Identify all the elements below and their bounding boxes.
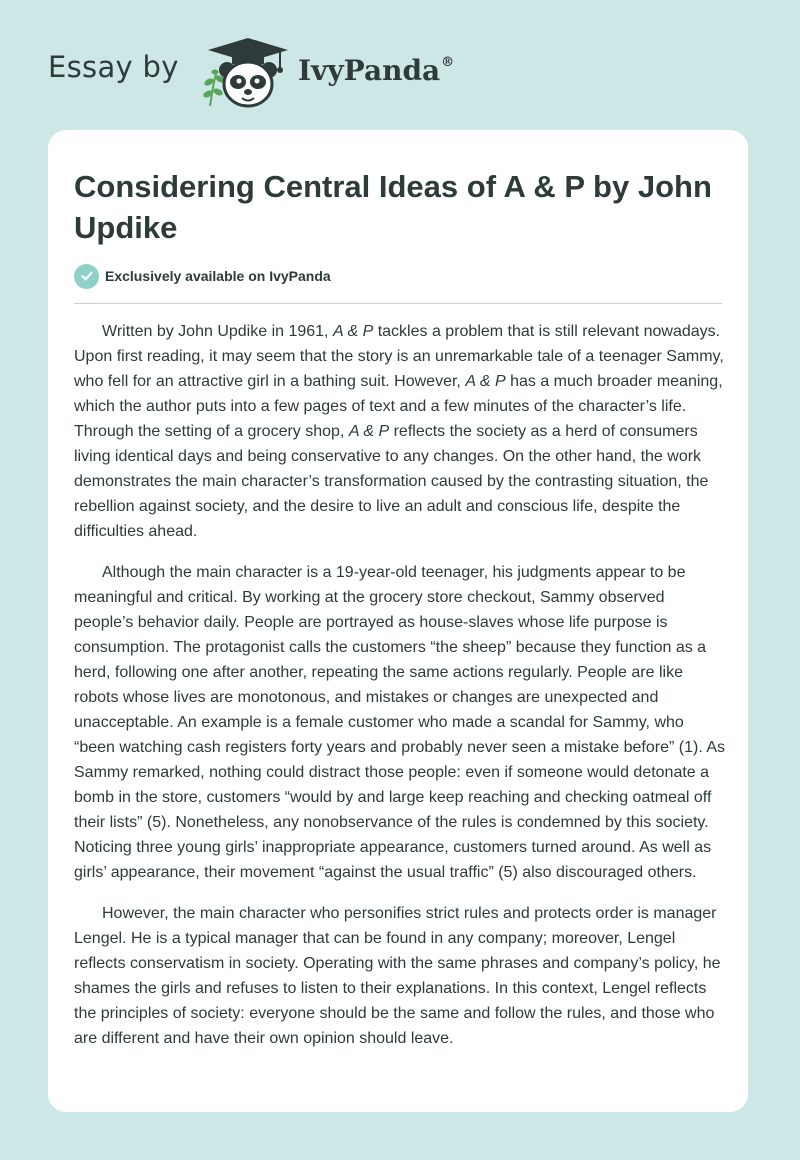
p1-text-4: reflects the society as a herd of consumers living identical days and being conservative to any changes. On the other hand, the work demonstrates the main character’s transformation caused by the contrasting situation, the rebellion against society, and the desire to live an adult and conscious life, despite the difficulties ahead. bbox=[74, 423, 709, 540]
exclusive-badge bbox=[74, 263, 331, 289]
divider bbox=[74, 303, 722, 304]
essay-by-label: Essay by bbox=[48, 50, 179, 84]
paragraph-2: Although the main character is a 19-year-old teenager, his judgments appear to be meaningful and critical. By working at the grocery store checkout, Sammy observed people’s behavior daily. People are portrayed as house-slaves whose life purpose is consumption. The protagonist calls the customers “the sheep” because they function as a herd, following one after another, repeating the same actions regularly. People are like robots whose lives are monotonous, and mistakes or changes are unexpected and unacceptable. An example is a female customer who made a scandal for Sammy, who “been watching cash registers forty years and probably never seen a mistake before” (1). As Sammy remarked, nothing could distract those people: even if someone would detonate a bomb in the store, customers “would by and large keep reaching and checking oatmeal off their lists” (5). Nonetheless, any nonobservance of the rules is condemned by this society. Noticing three young girls’ inappropriate appearance, customers turned around. As well as girls’ appearance, their movement “against the usual traffic” (5) also discouraged others. bbox=[74, 564, 725, 881]
check-icon bbox=[74, 264, 99, 289]
p1-text-2: tackles a problem that is still relevant nowadays. Upon first reading, it may seem that the story is an unremarkable tale of a teenager Sammy, who fell for an attractive girl in a bathing suit. However, bbox=[74, 323, 724, 390]
brand-name[interactable] bbox=[298, 54, 454, 87]
essay-body bbox=[74, 319, 726, 1067]
p1-title-italic-2: A & P bbox=[465, 373, 506, 390]
panda-logo-icon[interactable] bbox=[200, 34, 296, 110]
essay-title: Considering Central Ideas of A & P by John Updike bbox=[74, 169, 712, 245]
paragraph-1 bbox=[74, 319, 726, 544]
registered-mark: ® bbox=[441, 55, 455, 70]
brand-text[interactable]: IvyPanda bbox=[298, 54, 441, 87]
paragraph-3: However, the main character who personifies strict rules and protects order is manager Lengel. He is a typical manager that can be found in any company; moreover, Lengel reflects conservatism in society. Operating with the same phrases and company’s policy, he shames the girls and refuses to listen to their explanations. In this context, Lengel reflects the principles of society: everyone should be the same and follow the rules, and those who are different and have their own opinion should leave. bbox=[74, 905, 721, 1047]
essay-card bbox=[48, 130, 748, 1112]
p1-title-italic-3: A & P bbox=[348, 423, 390, 440]
exclusive-badge-label: Exclusively available on IvyPanda bbox=[105, 268, 331, 284]
site-header bbox=[48, 30, 548, 110]
p1-text-1: Written by John Updike in 1961, bbox=[102, 323, 333, 340]
p1-title-italic-1: A & P bbox=[332, 323, 374, 340]
p1-text-3: has a much broader meaning, which the author puts into a few pages of text and a few minutes of the character’s life. Through the setting of a grocery shop, bbox=[74, 373, 723, 440]
